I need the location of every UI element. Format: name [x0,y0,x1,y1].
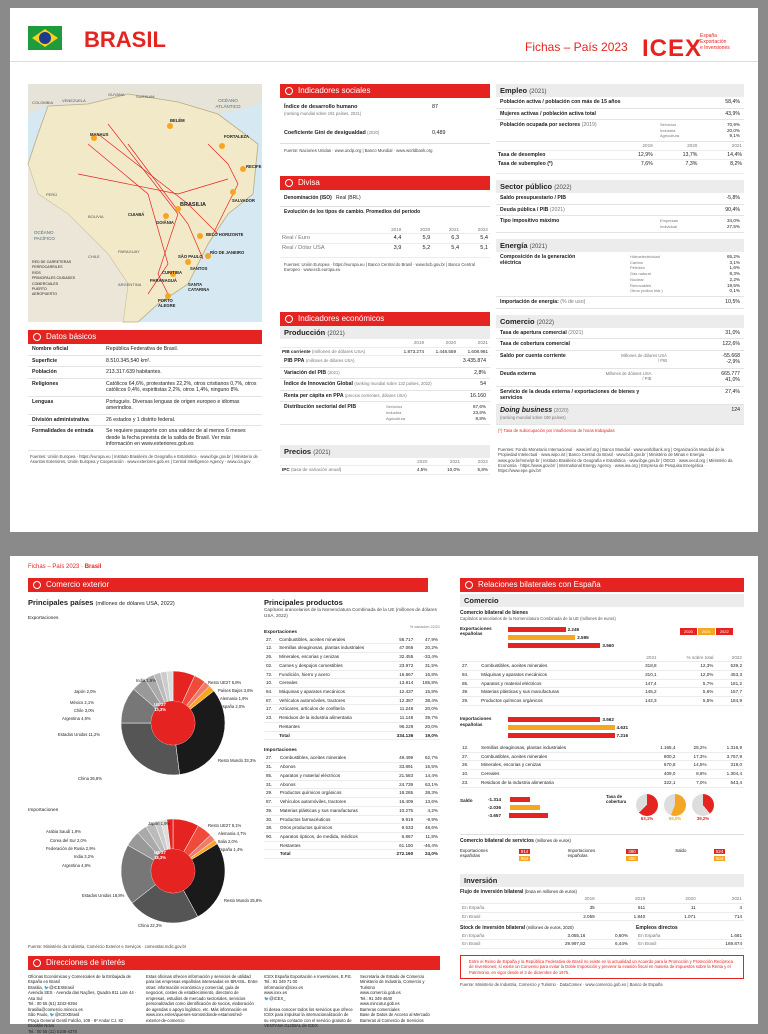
person-icon [285,87,293,95]
public-sector-subheader: Sector público (2022) [496,180,744,193]
services-row: Exportaciones españolas 914 954 Importaciones españolas 390 450 Saldo 524 504 [460,847,724,861]
coverage-circles [636,794,714,822]
external-debt-row: Deuda externa Millones de dólares USA / PIB 665.777 41,0% [496,369,744,387]
export-country-label: Chile 3,0% [74,708,95,713]
export-country-label: India 1,9% [136,678,156,683]
bilateral-header-row: 2021 % sobre total 2022 [460,654,744,662]
trade-row-1: Tasa de apertura comercial (2021) 31,0% [496,328,744,340]
value-row: Individual 27,5% [660,224,740,230]
imports-eu-label: UE 27 18,3% [154,850,166,861]
export-country-label: Estados Unidos 11,2% [58,732,101,737]
trade-row-2: Tasa de cobertura comercial 122,6% [496,339,744,351]
bilateral-imports-table [460,744,744,788]
economic-row: Variación del PIB (2021) 2,8% [280,368,490,380]
stock-row: En España 3.055,16 0,60% [460,932,630,940]
map-city-santos: SANTOS [190,266,208,271]
map-label-surinam: SURINAM [136,94,155,99]
export-country-label: España 2,0% [220,704,245,709]
coverage-item: 39,2% [692,794,714,822]
product-row: 27. Combustibles, aceites minerales 56.717 47,9% [264,636,440,644]
economic-row: Renta per cápita en PPA (precios corrientes, dólares USA) 16.160 [280,391,490,403]
balance-bar-row: -3.657 [488,812,548,820]
current-account-row: Saldo por cuenta corriente Millones de dólares USA / PIB -55.668 -2,9% [496,351,744,369]
handshake-icon [465,581,473,589]
bar [508,717,600,722]
value-row: Agricultura 9,1% [660,133,740,139]
import-country-label: Federación de Rusia 2,9% [46,846,96,851]
import-country-label: Resto UE27 8,1% [208,823,242,828]
address-offices-info: Estas oficinas ofrecen información y servicios de utilidad para las empresas españolas interesadas en BRASIL. Entre otras: información económica y comercial, guía de negocios, costes de establecimiento, directorio de empresas, estudios de mercado sectoriales, servicios personalizados como identificación de socios, elaboración de agendas o apoyo logístico, etc. Más información en www.icex.es/es/quienes-somos/donde-estamos/red-exterior-de-comercio [146,974,258,1023]
imports-bars [508,716,628,740]
product-row: 26. Minerales, escorias y cenizas 32.455 -33,4% [264,653,440,662]
investment-flow-title: Flujo de inversión bilateral (bruta en millones de euros) [460,888,577,895]
addresses-header: Direcciones de interés [28,956,440,970]
bilateral-row: 10. Cereales 409,0 8,8% 1.304,4 [460,770,744,779]
products-subtitle: Capítulos arancelarios de la Nomenclatura Combinada de la UE (millones de dólares USA, 2022) [264,607,437,619]
bilateral-row: 85. Aparatos y material eléctricos 147,4 5,7% 181,2 [460,679,744,688]
products-title: Principales productos [264,598,343,607]
icex-logo-subtitle: España Exportación e Inversiones [700,33,730,51]
map-city-porto-alegre: PORTO ALEGRE [158,298,176,309]
bar [508,627,566,632]
export-country-label: Alemania 1,9% [220,696,249,701]
value-row: Servicios 70,9% [660,122,740,127]
sector-distribution-row: Distribución sectorial del PIB Servicios 67,6% Industria 23,6% Agricultura 8,8% [280,402,490,424]
product-row: 02. Carnes y despojos comestibles 23.972 31,5% [264,661,440,670]
currency-evolution-title: Evolución de los tipos de cambio. Promedios del periodo [280,206,490,217]
address-embassy: Oficinas Económicas y Comerciales de la Embajada de España en Brasil Brasilia, 🐦@ICEXBrasil Avenida SES · Avenida das Nações, Quadra 811 Lote 44 · Asa Sul Tel.: 00 55 (61) 3242-9394 brasilia@comercio.mineco.es São Paulo, 🐦@ICEXBrasil Praça General Gentil Falcão, 108 · 8º Andar CJ. 82 · Brooklin Novo Tel.: 00 55 (11) 5105-4378 [28,974,137,1034]
product-row: 30. Productos farmacéuticos 9.919 -9,9% [264,815,440,824]
product-row: Total 334.136 19,0% [264,731,440,740]
section-social [280,84,490,157]
map-label-argentina: ARGENTINA [118,282,142,287]
money-icon [285,179,293,187]
imports-label: Importaciones [28,808,59,813]
energy-composition-row: Composición de la generación eléctrica Hidroelectricidad 65,2% Carbón 3,1% Petróleo 1,6% Gas natural 8,3% Nuclear 2,2% Renovables 19,5% Otros (eólica hidr.) 0,1% [496,252,744,297]
bar-row: 4.631 [508,724,628,732]
employment-subheader: Empleo (2021) [496,84,744,97]
export-country-label: China 26,8% [78,776,102,781]
flow-row: En España 35 511 11 4 [460,903,744,912]
country-map [28,84,262,322]
stock-employment-block: Stock de inversión bilateral (millones de euros, 2020) En España 3.055,16 0,60% En Brasil 29.997,82 6,44% Empleos directos En España 1.661 En Brasil 169.874 [460,925,744,949]
map-city-fortaleza: FORTALEZA [224,134,250,139]
value-row: Industria 20,0% [660,127,740,133]
employment-row-2: Mujeres activas / población activa total 43,9% [496,109,744,121]
section-economic [280,312,490,475]
import-country-label: Alemania 4,7% [218,831,247,836]
currency-table: 2019 2020 2021 2022 Real / Euro 4,4 5,9 6,3 5,4 Real / Dólar USA 3,9 5,2 5,4 5,1 [280,226,490,259]
value-row: Nuclear 2,2% [630,276,740,282]
export-country-label: Resto UE27 6,8% [208,680,242,685]
map-city-salvador: SALVADOR [232,198,255,203]
section-basic-data [28,330,262,467]
year-legend: 2020 2021 2022 [680,628,733,635]
coverage-item: 56,0% [664,794,686,822]
employment-row-1: Población activa / población con más de 15 años 58,4% [496,97,744,109]
product-row: 72. Fundición, hierro y acero 16.667 16,8% [264,670,440,679]
country-title: BRASIL [84,27,166,52]
map-city-belo-horizonte: BELO HORIZONTE [206,232,244,237]
map-label-colombia: COLOMBIA [32,100,54,105]
map-label-guyana: GUYANA [108,92,125,97]
coverage-circle [636,794,658,816]
import-country-label: Japón 1,9% [148,821,171,826]
section-social-header: Indicadores sociales [280,84,490,98]
services-title: Comercio bilateral de servicios (millones de euros) [460,834,744,844]
exports-bars [508,626,628,650]
prices-subheader: Precios (2021) [280,445,490,458]
balance-bars [488,796,548,820]
bilateral-row: 26. Minerales, escorias y cenizas 670,8 14,5% 319,0 [460,761,744,770]
basic-source: Fuentes: Unión Europea · https://europa.eu | Instituto Brasileiro de Geografia e Estatística · www.ibge.gov.br | Ministerio de Asuntos Exteriores, Unión Europea y Cooperación · www.exteriores.gob.es | Central Intelligence Agency · www.cia.gov [30,453,258,464]
investment-stock-table [460,932,630,949]
trade-note: (*) Tasa de subocupación por insuficiencia de horas trabajadas [498,427,615,433]
energy-import-row: Importación de energía: (% de uso) 10,5% [496,297,744,309]
goods-trade-units: Capítulos arancelarios de la Nomenclatura Combinada de la UE (millones de euros) [460,616,616,622]
currency-source: Fuentes: Unión Europea · https://europa.eu | Banco Central do Brasil · www.bcb.gov.br | Banco Central Europeo · www.ecb.europa.eu [284,262,475,273]
bilateral-row: 84. Máquinas y aparatos mecánicos 310,1 12,0% 453,3 [460,670,744,679]
coverage-circle [664,794,686,816]
value-row: Otros (eólica hidr.) 0,1% [630,288,740,294]
bar-row: 7.216 [508,732,628,740]
products-imports-table [264,754,440,859]
tax-rate-row: Tipo impositivo máximo Empresas 34,0% Individual 27,5% [496,216,744,232]
agreement-note: Entre el Reino de España y la República Federativa de Brasil no existe en la actualidad un Acuerdo para la Promoción y Protección Recíproca de Inversiones; sí existe un Convenio para evitar la Doble Imposición y prevenir la evasión fiscal en materia de impuestos sobre la Renta y el Patrimonio, en vigor desde el 3 de diciembre de 1975. [460,955,744,979]
social-rows [280,98,490,143]
economic-row: Índice de Innovación Global (ranking mundial sobre 132 países, 2022) 54 [280,379,490,391]
fichas-title: Fichas – País 2023 [525,40,628,54]
product-row: 17. Azúcares, artículos de confitería 11.246 20,0% [264,705,440,714]
map-city-cuiaba: CUIABÁ [128,212,145,217]
section-economic-header: Indicadores económicos [280,312,490,326]
map-city-paranagua: PARANAGUÁ [150,278,177,283]
products-imports-label: Importaciones [264,748,297,754]
social-source: Fuente: Naciones Unidas · www.undp.org | Banco Mundial · www.worldbank.org [280,143,490,157]
value-row: Servicios 67,6% [386,404,486,410]
pib-table: 2019 2020 2021 PIB corriente (millones de dólares USA) 1.873.274 1.448.559 1.608.981 [280,339,490,356]
employment-row: En Brasil 169.874 [636,940,744,949]
products-exports-table [264,636,440,741]
balance-bar [510,805,540,810]
map-legend: RED DE CARRETERAS FERROCARRILES RÍOS PRINCIPALES CIUDADES COMERCIALES PUERTO AEROPUERTO [32,260,76,297]
section-currency [280,176,490,277]
target-icon [33,333,41,341]
variation-header: % variación 22/21 [409,624,440,629]
address-ministry: Secretaría de Estado de Comercio Ministerio de Industria, Comercio y Turismo www.comercio.gob.es Tel.: 91 349 4640 www.mincotur.gob.es Barreras comerciales Base de Datos de Acceso al Mercado Barreras al Comercio de Servicios [360,974,430,1023]
import-country-label: Estados Unidos 18,8% [82,893,125,898]
bilateral-header: Relaciones bilaterales con España [460,578,744,592]
map-label-paraguay: PARAGUAY [118,249,140,254]
map-city-goiania: GOIÂNIA [156,220,174,225]
employment-sectors-row: Población ocupada por sectores (2019) Servicios 70,9% Industria 20,0% Agricultura 9,1% [496,120,744,142]
map-city-curitiba: CURITIBA [162,270,183,275]
ipc-table: 2020 2021 2022 IPC (tasa de variación anual) 4,5% 10,0% 5,8% [280,458,490,475]
exports-donut-chart [108,658,238,788]
bilateral-row: 27. Combustibles, aceites minerales 800,2 17,3% 3.757,9 [460,752,744,761]
section-bilateral [460,578,744,988]
production-subheader: Producción (2021) [280,326,490,339]
value-row: Carbón 3,1% [630,259,740,265]
coverage-circle [692,794,714,816]
product-row: 23. Residuos de la industria alimentaria 11.146 39,7% [264,714,440,723]
import-country-label: Italia 2,0% [218,839,238,844]
public-row-1: Saldo presupuestario / PIB -5,8% [496,193,744,205]
chart-icon [285,315,293,323]
product-row: 85. Aparatos y material eléctricos 21.583 14,4% [264,771,440,780]
bar-row: 3.560 [508,642,628,650]
balance-block: Saldo -1.314 -2.036 -3.657 Tasa de cobertura 63,1% 56,0% 39,2% [460,794,744,834]
exports-eu-label: UE 27 13,3% [154,702,166,713]
coverage-item: 63,1% [636,794,658,822]
map-city-belem: BELÉM [170,118,185,123]
map-city-rio: RÍO DE JANEIRO [210,250,245,255]
exports-bars-block: Exportaciones españolas 2.249 2.595 3.560 2020 2021 2022 [460,624,744,654]
employment-table [636,932,744,949]
product-row: 87. Vehículos automóviles, tractores 12.387 38,4% [264,696,440,705]
debt-service-row: Servicio de la deuda externa / exportaciones de bienes y servicios 27,4% [496,387,744,405]
value-row: Renovables 19,5% [630,282,740,288]
map-label-peru: PERÚ [46,192,58,197]
bilateral-row: 27. Combustibles, aceites minerales 318,8 12,3% 539,2 [460,662,744,671]
value-row: Industria 23,6% [386,410,486,416]
basic-data-row: Religiones Católicos 64,6%, protestantes 22,2%, otros cristianos 0,7%, otros católicos 0,4%, espiritistas 2,2%, otros 1,4%, ninguno 8%. [28,379,262,397]
products-panel [264,598,440,859]
basic-data-row: Superficie 8.510.345,540 km². [28,356,262,368]
product-row: Restantes 61.150 -46,4% [264,841,440,850]
bar-row: 3.562 [508,716,628,724]
product-row: 31. Abonos 24.739 63,1% [264,780,440,789]
right-column [496,84,744,476]
imports-bars-block: Importaciones españolas 3.562 4.631 7.216 [460,715,628,739]
foreign-trade-source: Fuente: Ministério da Indústria, Comércio Exterior e Serviços · comexstat.mdic.gov.br [28,944,187,949]
brazil-flag-icon [28,26,62,50]
basic-data-row: División administrativa 26 estados y 1 distrito federal. [28,415,262,427]
basic-data-row: Nombre oficial República Federativa de Brasil. [28,344,262,356]
import-country-label: Argentina 4,8% [62,863,91,868]
product-row: 10. Cereales 13.814 185,8% [264,679,440,688]
basic-data-rows [28,344,262,451]
section-foreign-trade [28,578,428,592]
product-row: 31. Abonos 33.891 15,5% [264,763,440,772]
stock-row: En Brasil 29.997,82 6,44% [460,940,630,949]
section-addresses [28,956,440,1034]
investment-subheader: Inversión [460,874,744,887]
address-icex: ICEX España Exportación e Inversiones, E.P.E. Tel.: 91 349 71 00 informacion@icex.es www.icex.es 🐦@ICEX_ Si desea conocer todos los servicios que ofrece ICEX para impulsar la internacionalización de su empresa contacte con el servicio gratuito de VENTANA GLOBAL de ICEX [264,974,353,1029]
fact-sheet-page-2 [10,556,758,1034]
map-city-santa-catarina: SANTA CATARINA [188,282,210,293]
page2-header: Fichas – País 2023 · Brasil [28,564,102,570]
value-row: Agricultura 8,8% [386,415,486,421]
investment-flow-table [460,895,744,921]
foreign-trade-header: Comercio exterior [28,578,428,592]
header-bar [10,8,758,62]
bilateral-exports-table [460,654,744,706]
value-row: Empresas 34,0% [660,218,740,224]
export-country-label: Japón 2,0% [74,689,97,694]
export-country-label: México 2,1% [70,700,94,705]
product-row: Total 272.160 24,0% [264,850,440,859]
import-country-label: Arabia Saudí 1,9% [46,829,81,834]
map-city-manaus: MANAUS [90,132,109,137]
energy-subheader: Energía (2021) [496,239,744,252]
goods-trade-title: Comercio bilateral de bienes [460,610,529,616]
section-basic-header: Datos básicos [28,330,262,344]
doing-business-row: Doing business (2020) (ranking mundial sobre 190 países) 124 [496,405,744,425]
balance-bar [510,797,530,802]
basic-data-row: Formalidades de entrada Se requiere pasaporte con una validez de al menos 6 meses desde la fecha prevista de la salida de Brasil. Ver más información en www.exteriores.gob.es [28,426,262,451]
map-label-venezuela: VENEZUELA [62,98,86,103]
balance-bar [509,813,548,818]
basic-data-row: Lenguas Portugués. Diversas lenguas de origen europeo e idiomas amerindios. [28,397,262,415]
bilateral-row: 39. Materias plásticas y sus manufacturas 145,2 5,6% 157,7 [460,688,744,697]
product-row: 90. Aparatos ópticos, de medida, médicos 6.867 11,8% [264,832,440,841]
exports-label: Exportaciones [28,615,59,621]
location-pin-icon [33,959,41,967]
fact-sheet-page-1 [10,8,758,532]
bilateral-trade-subheader: Comercio [460,594,744,607]
balance-bar-row: -2.036 [488,804,548,812]
product-row: Restantes 96.229 20,0% [264,722,440,731]
value-row: Petróleo 1,6% [630,265,740,271]
import-country-label: India 3,2% [74,854,94,859]
import-country-label: España 1,4% [218,847,243,852]
social-row-idh: Índice de desarrollo humano (ranking mundial sobre 191 países, 2021) 87 [284,104,438,116]
section-currency-header: Divisa [280,176,490,190]
page1-source: Fuentes: Fondo Monetario Internacional · www.imf.org | Banco Mundial · www.worldbank.org | Organización Mundial de la Propiedad Intelectual · www.wipo.int | Banco Central do Brasil · www.bcb.gov.br | Ministério de Minas e Energia · www.gov.br/mme/pt-br | Instituto Brasileiro de Geografia e Estatística · www.ibge.gov.br | OECD · www.oecd.org | Ministério da Economia · https://www.gov.br/ | International Energy Agency · www.iea.org | Empresa de Pesquisa Energética · https://www.epe.gov.br/ [498,447,733,474]
globe-icon [33,581,41,589]
social-row-gini: Coeficiente Gini de desigualdad (2020) 0,489 [284,130,446,136]
map-city-sao-paulo: SÃO PAULO [178,254,203,259]
import-country-label: Corea del Sur 2,0% [50,838,87,843]
bilateral-source: Fuente: Ministerio de Industria, Comercio y Turismo · DataComex · www.comercio.gob.es | Banco de España [460,982,663,988]
trade-subheader: Comercio (2022) [496,315,744,328]
product-row: 87. Vehículos automóviles, tractores 16.409 13,6% [264,798,440,807]
bar [508,635,575,640]
import-country-label: China 22,3% [138,923,162,928]
unemployment-table: 2019 2020 2021 Tasa de desempleo 12,9% 13,7% 14,4% Tasa de subempleo (*) 7,6% 7,3% 8,2% [496,142,744,174]
map-label-bolivia: BOLIVIA [88,214,104,219]
economic-row: PIB PPA (millones de dólares USA) 3.435.874 [280,356,490,368]
addresses-columns [28,974,440,1034]
bilateral-row: 23. Residuos de la industria alimentaria 322,1 7,0% 543,4 [460,778,744,787]
map-city-recife: RECIFE [246,164,262,169]
import-country-label: Resto Mundo 25,8% [224,898,262,903]
bar [508,733,615,738]
value-row: Hidroelectricidad 65,2% [630,253,740,259]
employment-row: En España 1.661 [636,932,744,940]
map-label-ocean-atlantic: OCÉANO ATLÁNTICO [215,98,241,109]
countries-title: Principales países (millones de dólares USA, 2022) [28,598,175,607]
map-label-ocean-pacific: OCÉANO PACÍFICO [34,230,55,241]
countries-panel [28,598,262,943]
icex-logo: ICEX [642,35,703,62]
export-country-label: Resto Mundo 33,3% [218,758,256,763]
product-row: 38. Otros productos químicos 9.533 48,6% [264,824,440,833]
currency-denomination: Denominación (ISO) Real (BRL) [284,195,361,201]
flow-header-row: 2018 2019 2020 2021 [460,895,744,903]
balance-bar-row: -1.314 [488,796,548,804]
map-city-brasilia: BRASILIA [180,202,206,208]
bilateral-row: 29. Productos químicos orgánicos 142,3 5,5% 184,9 [460,697,744,706]
economic-rows [280,356,490,402]
product-row: 29. Productos químicos orgánicos 18.265 38,3% [264,789,440,798]
bar-row: 2.595 [508,634,628,642]
bilateral-row: 12. Semillas oleaginosas, plantas industriales 1.165,4 25,2% 1.316,9 [460,744,744,752]
value-row: Gas natural 8,3% [630,271,740,277]
product-row: 12. Semillas oleaginosas, plantas industriales 47.066 20,2% [264,644,440,653]
export-country-label: Argentina 4,6% [62,716,91,721]
bar-row: 2.249 [508,626,628,634]
products-exports-label: Exportaciones [264,629,298,635]
flow-row: En Brasil 2.059 1.840 1.071 714 [460,912,744,921]
bar [508,643,600,648]
map-label-chile: CHILE [88,254,100,259]
basic-data-row: Población 213.317.639 habitantes. [28,367,262,379]
bar [508,725,615,730]
public-row-2: Deuda pública / PIB (2021) 90,4% [496,205,744,217]
product-row: 39. Materias plásticas y sus manufacturas 10.275 4,2% [264,806,440,815]
product-row: 27. Combustibles, aceites minerales 49.499 62,7% [264,754,440,762]
export-country-label: Países Bajos 3,6% [218,688,254,693]
product-row: 84. Máquinas y aparatos mecánicos 12.437 15,8% [264,687,440,696]
